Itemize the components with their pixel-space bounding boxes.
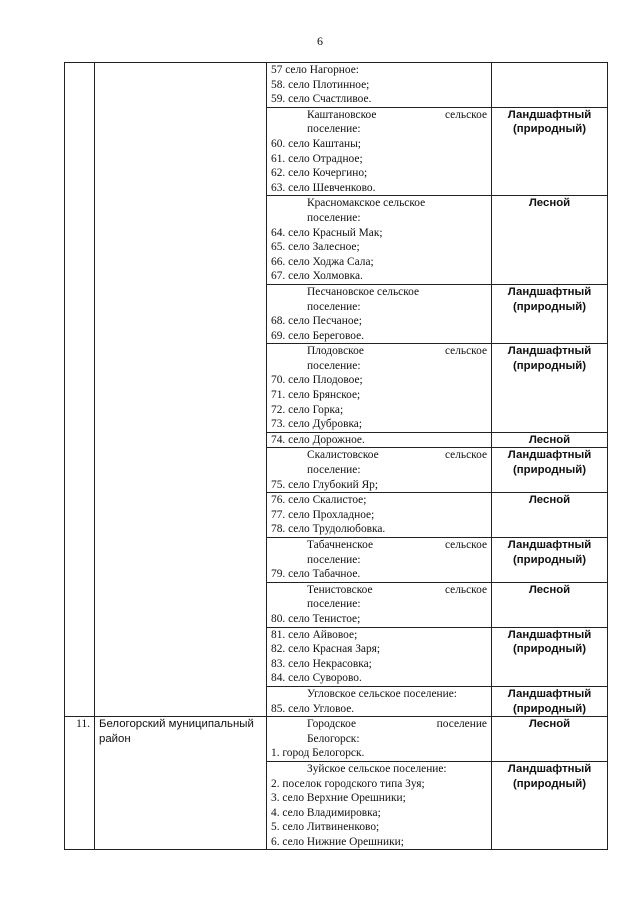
settlement-heading-right: поселение xyxy=(436,718,487,731)
district-cell xyxy=(95,63,267,717)
landscape-type-label: (природный) xyxy=(512,300,587,313)
village-entry: 59. село Счастливое. xyxy=(271,93,372,106)
village-entry: 70. село Плодовое; xyxy=(271,374,363,387)
landscape-type-label: Ландшафтный xyxy=(507,449,592,462)
settlements-cell xyxy=(267,196,492,285)
settlement-heading-right: сельское xyxy=(444,108,487,121)
table-body xyxy=(65,63,608,850)
landscape-type-label: (природный) xyxy=(512,123,587,136)
village-entry: 66. село Ходжа Сала; xyxy=(271,255,374,268)
village-entry: 61. село Отрадное; xyxy=(271,152,363,165)
district-cell xyxy=(95,717,267,850)
row-number-cell xyxy=(65,63,95,717)
table-row xyxy=(65,63,608,108)
landscape-type-label: Ландшафтный xyxy=(507,285,592,298)
type-cell xyxy=(492,717,608,762)
settlement-heading xyxy=(271,108,487,123)
type-cell xyxy=(492,493,608,538)
landscape-type-label: Ландшафтный xyxy=(507,539,592,551)
village-entry: 1. город Белогорск. xyxy=(271,747,365,760)
settlement-heading-right: сельское xyxy=(444,539,487,551)
landscape-type-label: (природный) xyxy=(512,553,587,566)
type-cell xyxy=(492,582,608,627)
settlements-cell xyxy=(267,686,492,716)
village-entry: 76. село Скалистое; xyxy=(271,494,367,507)
village-entry: 62. село Кочергино; xyxy=(271,167,368,180)
village-entry: 84. село Суворово. xyxy=(271,672,362,685)
village-entry: 6. село Нижние Орешники; xyxy=(271,835,404,848)
village-entry: 77. село Прохладное; xyxy=(271,508,375,521)
village-entry: 78. село Трудолюбовка. xyxy=(271,523,386,536)
settlements-cell xyxy=(267,344,492,433)
village-entry: 4. село Владимировка; xyxy=(271,806,381,819)
landscape-type-label: Лесной xyxy=(528,433,571,446)
village-entry: 79. село Табачное. xyxy=(271,568,361,581)
type-cell xyxy=(492,448,608,493)
settlement-heading-left: Плодовское xyxy=(307,345,364,358)
settlements-cell xyxy=(267,63,492,108)
row-number: 11. xyxy=(76,718,90,731)
type-cell xyxy=(492,538,608,583)
type-cell xyxy=(492,761,608,850)
village-entry: 75. село Глубокий Яр; xyxy=(271,478,379,491)
settlement-heading: Песчановское сельское xyxy=(307,285,420,298)
settlements-cell xyxy=(267,761,492,850)
landscape-type-label: (природный) xyxy=(512,643,587,656)
settlement-heading xyxy=(271,448,487,463)
type-cell xyxy=(492,196,608,285)
type-cell xyxy=(492,432,608,448)
settlements-cell xyxy=(267,538,492,583)
landscape-type-label: Ландшафтный xyxy=(507,628,592,641)
village-entry: 3. село Верхние Орешники; xyxy=(271,792,406,805)
village-entry: 74. село Дорожное. xyxy=(271,433,365,446)
settlement-heading xyxy=(271,538,487,553)
village-entry: 71. село Брянское; xyxy=(271,389,361,402)
village-entry: 69. село Береговое. xyxy=(271,329,365,342)
village-entry: 58. село Плотинное; xyxy=(271,78,370,91)
settlement-heading: поселение: xyxy=(307,359,361,372)
landscape-type-label: Ландшафтный xyxy=(507,687,592,700)
settlements-cell xyxy=(267,448,492,493)
village-entry: 82. село Красная Заря; xyxy=(271,643,381,656)
landscape-type-label: Ландшафтный xyxy=(507,345,592,358)
village-entry: 73. село Дубровка; xyxy=(271,418,363,431)
village-entry: 83. село Некрасовка; xyxy=(271,657,372,670)
village-entry: 2. поселок городского типа Зуя; xyxy=(271,777,425,790)
settlement-heading-right: сельское xyxy=(444,583,487,596)
landscape-type-label: Лесной xyxy=(528,494,571,507)
settlement-heading: Белогорск: xyxy=(307,732,360,745)
landscape-type-label: (природный) xyxy=(512,464,587,477)
settlement-heading: Красномакское сельское xyxy=(307,197,426,210)
settlement-heading: поселение: xyxy=(307,300,361,313)
village-entry: 63. село Шевченково. xyxy=(271,181,376,194)
village-entry: 57 село Нагорное: xyxy=(271,64,359,76)
settlement-heading: поселение: xyxy=(307,464,361,477)
landscape-type-label: (природный) xyxy=(512,777,587,790)
settlement-heading-left: Каштановское xyxy=(307,108,377,121)
settlement-heading: поселение: xyxy=(307,553,361,566)
settlements-cell xyxy=(267,627,492,686)
settlements-cell xyxy=(267,107,492,196)
type-cell xyxy=(492,107,608,196)
landscape-type-label: Ландшафтный xyxy=(507,762,592,775)
village-entry: 81. село Айвовое; xyxy=(271,628,358,641)
settlement-heading xyxy=(271,344,487,359)
settlement-heading-left: Табачненское xyxy=(307,539,374,551)
village-entry: 64. село Красный Мак; xyxy=(271,226,383,239)
settlement-heading: поселение: xyxy=(307,211,361,224)
landscape-type-label: Лесной xyxy=(528,197,571,210)
settlements-table xyxy=(64,62,608,850)
village-entry: 68. село Песчаное; xyxy=(271,315,362,328)
settlements-cell xyxy=(267,493,492,538)
landscape-type-label: Лесной xyxy=(528,718,571,731)
settlement-heading-left: Скалистовское xyxy=(307,449,379,462)
landscape-type-label: Лесной xyxy=(528,583,571,596)
village-entry: 67. село Холмовка. xyxy=(271,270,363,283)
settlements-cell xyxy=(267,432,492,448)
page-number: 6 xyxy=(317,34,323,48)
village-entry: 5. село Литвиненково; xyxy=(271,821,380,834)
district-name: Белогорский муниципальный район xyxy=(99,718,254,745)
village-entry: 65. село Залесное; xyxy=(271,241,360,254)
village-entry: 72. село Горка; xyxy=(271,403,344,416)
village-entry: 85. село Угловое. xyxy=(271,702,355,715)
landscape-type-label: (природный) xyxy=(512,702,587,715)
settlement-heading-left: Городское xyxy=(307,718,357,731)
settlement-heading: поселение: xyxy=(307,123,361,136)
landscape-type-label: (природный) xyxy=(512,359,587,372)
type-cell xyxy=(492,344,608,433)
settlements-cell xyxy=(267,284,492,343)
row-number-cell xyxy=(65,717,95,850)
settlements-cell xyxy=(267,717,492,762)
type-cell xyxy=(492,686,608,716)
settlements-cell xyxy=(267,582,492,627)
settlement-heading: Зуйское сельское поселение: xyxy=(307,762,447,775)
settlement-heading xyxy=(271,583,487,598)
type-cell xyxy=(492,63,608,108)
village-entry: 80. село Тенистое; xyxy=(271,612,361,625)
settlement-heading-right: сельское xyxy=(444,345,487,358)
landscape-type-label: Ландшафтный xyxy=(507,108,592,121)
settlement-heading: поселение: xyxy=(307,598,361,611)
settlement-heading-left: Тенистовское xyxy=(307,583,373,596)
settlement-heading-right: сельское xyxy=(444,449,487,462)
type-cell xyxy=(492,284,608,343)
settlement-heading xyxy=(271,717,487,732)
table-row xyxy=(65,717,608,762)
settlement-heading: Угловское сельское поселение: xyxy=(307,687,457,700)
village-entry: 60. село Каштаны; xyxy=(271,137,361,150)
type-cell xyxy=(492,627,608,686)
